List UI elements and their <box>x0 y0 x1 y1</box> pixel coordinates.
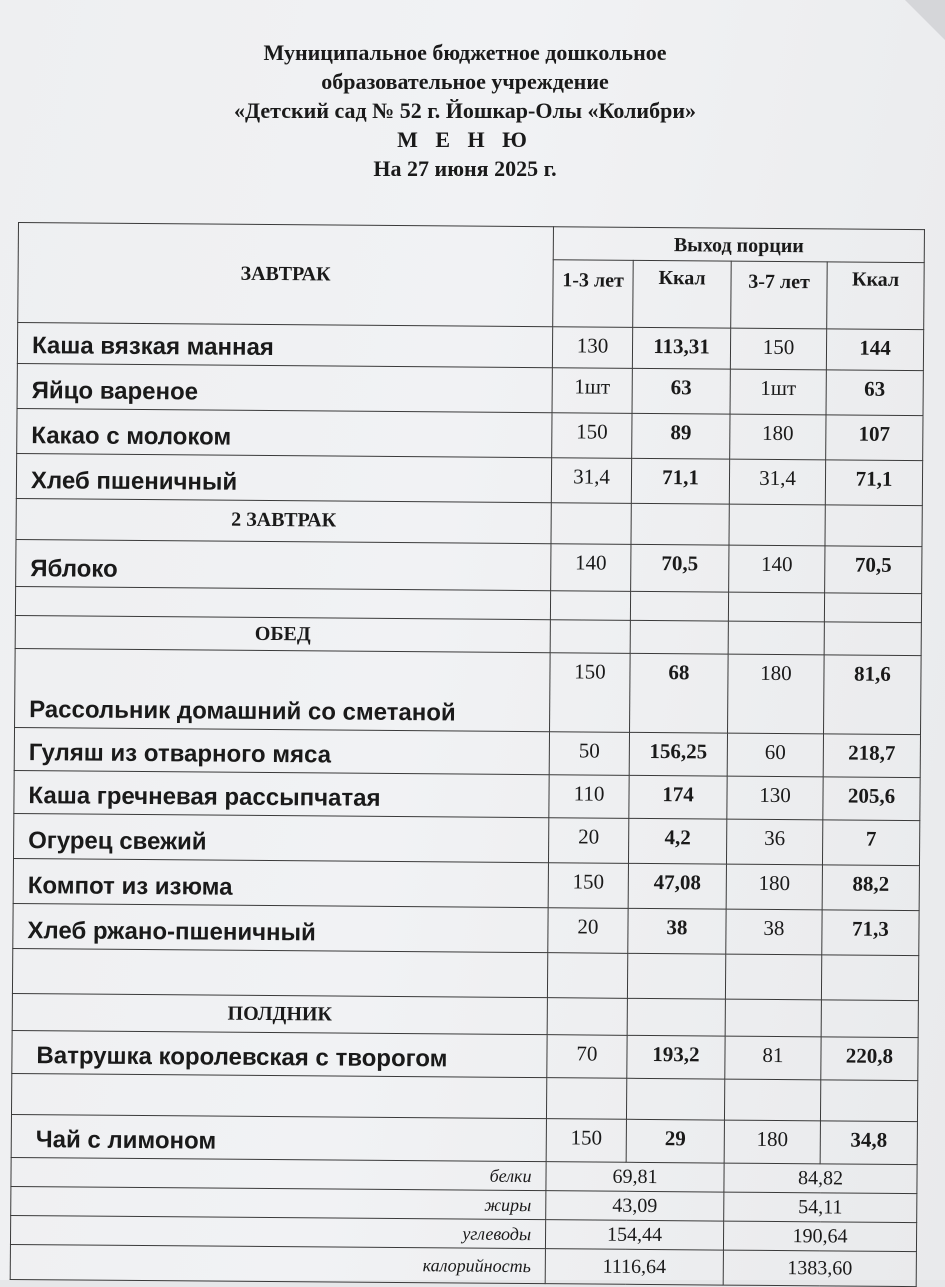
dish-name: Ватрушка королевская с творогом <box>12 1030 547 1077</box>
dish-name: Хлеб пшеничный <box>16 453 551 502</box>
total-3-7: 190,64 <box>723 1221 916 1252</box>
section-breakfast: ЗАВТРАК <box>18 223 554 327</box>
org-line-2: образовательное учреждение <box>321 69 609 94</box>
empty-cell <box>551 503 631 545</box>
section-breakfast2: 2 ЗАВТРАК <box>16 498 551 543</box>
nutrient-label: жиры <box>11 1186 546 1219</box>
portion-3-7: 36 <box>726 819 822 865</box>
kcal-1-3: 113,31 <box>632 327 730 369</box>
section-snack: ПОЛДНИК <box>12 993 547 1034</box>
blank-row <box>11 1073 917 1121</box>
empty-cell <box>550 591 630 621</box>
empty-cell <box>12 948 547 997</box>
portion-1-3: 50 <box>549 732 629 776</box>
kcal-3-7: 70,5 <box>825 546 922 594</box>
kcal-3-7: 7 <box>822 820 919 866</box>
portion-1-3: 20 <box>548 818 628 864</box>
kcal-1-3: 71,1 <box>631 458 729 504</box>
table-row <box>12 1030 918 1080</box>
portion-3-7: 180 <box>730 414 826 460</box>
table-row <box>14 813 920 865</box>
table-row <box>17 363 923 415</box>
total-1-3: 43,09 <box>546 1191 724 1221</box>
total-1-3: 1116,64 <box>545 1249 723 1285</box>
kcal-1-3: 63 <box>632 368 730 414</box>
kcal-3-7: 218,7 <box>823 734 920 778</box>
dish-name: Каша гречневая рассыпчатая <box>14 770 549 817</box>
kcal-1-3: 47,08 <box>628 863 726 909</box>
total-3-7: 1383,60 <box>723 1250 916 1287</box>
dish-name: Яблоко <box>16 539 551 590</box>
table-row <box>17 408 923 460</box>
empty-cell <box>728 621 824 655</box>
menu-title: М Е Н Ю <box>397 127 533 152</box>
section-lunch: ОБЕД <box>15 615 550 652</box>
portion-3-7: 130 <box>727 776 823 820</box>
kcal-3-7: 81,6 <box>824 655 922 735</box>
document-header <box>0 38 930 183</box>
table-row <box>13 903 919 955</box>
menu-table-body <box>10 223 924 1287</box>
dish-name: Каша вязкая манная <box>17 323 552 368</box>
empty-cell <box>11 1073 546 1118</box>
org-line-3: «Детский сад № 52 г. Йошкар-Олы «Колибри» <box>233 98 697 123</box>
dish-name: Какао с молоком <box>17 408 552 457</box>
empty-cell <box>626 1078 724 1120</box>
portion-1-3: 130 <box>552 327 632 369</box>
portion-1-3: 110 <box>549 775 629 819</box>
table-row <box>11 1114 917 1164</box>
kcal-3-7: 107 <box>826 415 923 461</box>
empty-cell <box>546 1078 626 1120</box>
table-row <box>17 323 923 371</box>
empty-cell <box>725 954 821 1000</box>
kcal-3-7: 144 <box>826 329 923 371</box>
kcal-1-header: Ккал <box>633 260 732 328</box>
kcal-3-7: 71,1 <box>825 460 922 506</box>
kcal-3-7: 63 <box>826 370 923 416</box>
portion-1-3: 150 <box>550 653 631 733</box>
table-row <box>15 648 922 734</box>
empty-cell <box>627 998 725 1036</box>
page-fold <box>905 0 945 40</box>
dish-name: Компот из изюма <box>13 858 548 907</box>
kcal-1-3: 156,25 <box>629 732 727 776</box>
total-1-3: 69,81 <box>546 1162 724 1192</box>
portion-3-7: 1шт <box>730 369 826 415</box>
nutrient-label: белки <box>11 1157 546 1190</box>
kcal-2-header: Ккал <box>827 262 925 330</box>
table-row <box>14 770 920 820</box>
portion-3-7: 60 <box>727 733 823 777</box>
kcal-1-3: 38 <box>628 908 726 954</box>
portion-3-7: 31,4 <box>729 459 825 505</box>
kcal-3-7: 220,8 <box>821 1037 918 1081</box>
portion-1-3: 31,4 <box>551 458 631 504</box>
kcal-3-7: 88,2 <box>822 865 919 911</box>
kcal-1-3: 4,2 <box>628 818 726 864</box>
portion-1-3: 150 <box>552 413 632 459</box>
empty-cell <box>820 1080 917 1122</box>
portion-3-7: 140 <box>729 545 825 593</box>
empty-cell <box>724 1079 820 1121</box>
dish-name: Гуляш из отварного мяса <box>14 727 549 774</box>
nutrient-label: калорийность <box>10 1244 545 1283</box>
empty-cell <box>547 953 627 999</box>
portion-1-3: 150 <box>546 1119 626 1163</box>
empty-cell <box>824 593 921 623</box>
dish-name: Яйцо вареное <box>17 363 552 412</box>
kcal-3-7: 34,8 <box>820 1121 917 1165</box>
empty-cell <box>821 955 918 1001</box>
empty-cell <box>15 586 550 619</box>
portion-1-3: 140 <box>551 544 631 592</box>
portion-3-7: 180 <box>728 654 825 734</box>
total-1-3: 154,44 <box>545 1220 723 1250</box>
table-row <box>13 858 919 910</box>
total-3-7: 84,82 <box>724 1163 917 1194</box>
kcal-3-7: 71,3 <box>822 910 919 956</box>
kcal-1-3: 193,2 <box>627 1035 725 1079</box>
total-3-7: 54,11 <box>724 1192 917 1223</box>
empty-cell <box>825 505 922 547</box>
kcal-3-7: 205,6 <box>823 777 920 821</box>
menu-table <box>10 222 925 1287</box>
kcal-1-3: 29 <box>626 1119 724 1163</box>
org-line-1: Муниципальное бюджетное дошкольное <box>263 40 667 65</box>
kcal-1-3: 89 <box>632 413 730 459</box>
section-row <box>16 498 922 546</box>
portion-3-7: 150 <box>730 328 826 370</box>
header-row-1 <box>18 223 924 263</box>
kcal-1-3: 174 <box>629 775 727 819</box>
nutrient-label: углеводы <box>10 1215 545 1248</box>
totals-row <box>10 1244 916 1286</box>
menu-date: На 27 июня 2025 г. <box>373 156 557 181</box>
empty-cell <box>824 622 921 656</box>
table-row <box>16 453 922 505</box>
portion-1-3: 20 <box>548 908 628 954</box>
empty-cell <box>547 998 627 1036</box>
empty-cell <box>630 620 728 654</box>
portion-3-7: 38 <box>726 909 822 955</box>
age-3-7-header: 3-7 лет <box>731 261 828 329</box>
blank-row <box>12 948 918 1000</box>
dish-name: Хлеб ржано-пшеничный <box>13 903 548 952</box>
portion-output-header: Выход порции <box>553 227 924 263</box>
dish-name: Огурец свежий <box>14 813 549 862</box>
portion-1-3: 1шт <box>552 368 632 414</box>
portion-1-3: 150 <box>548 863 628 909</box>
empty-cell <box>550 620 630 654</box>
empty-cell <box>631 503 729 545</box>
portion-3-7: 180 <box>724 1120 820 1164</box>
portion-1-3: 70 <box>547 1035 627 1079</box>
kcal-1-3: 68 <box>630 653 729 733</box>
age-1-3-header: 1-3 лет <box>553 260 634 328</box>
portion-3-7: 81 <box>725 1036 821 1080</box>
table-row <box>16 539 922 593</box>
table-row <box>14 727 920 777</box>
dish-name: Чай с лимоном <box>11 1114 546 1161</box>
kcal-1-3: 70,5 <box>631 544 729 592</box>
empty-cell <box>627 953 725 999</box>
empty-cell <box>729 504 825 546</box>
empty-cell <box>821 1000 918 1038</box>
empty-cell <box>728 592 824 622</box>
dish-name: Рассольник домашний со сметаной <box>15 648 551 731</box>
empty-cell <box>630 591 728 621</box>
portion-3-7: 180 <box>726 864 822 910</box>
empty-cell <box>725 999 821 1037</box>
